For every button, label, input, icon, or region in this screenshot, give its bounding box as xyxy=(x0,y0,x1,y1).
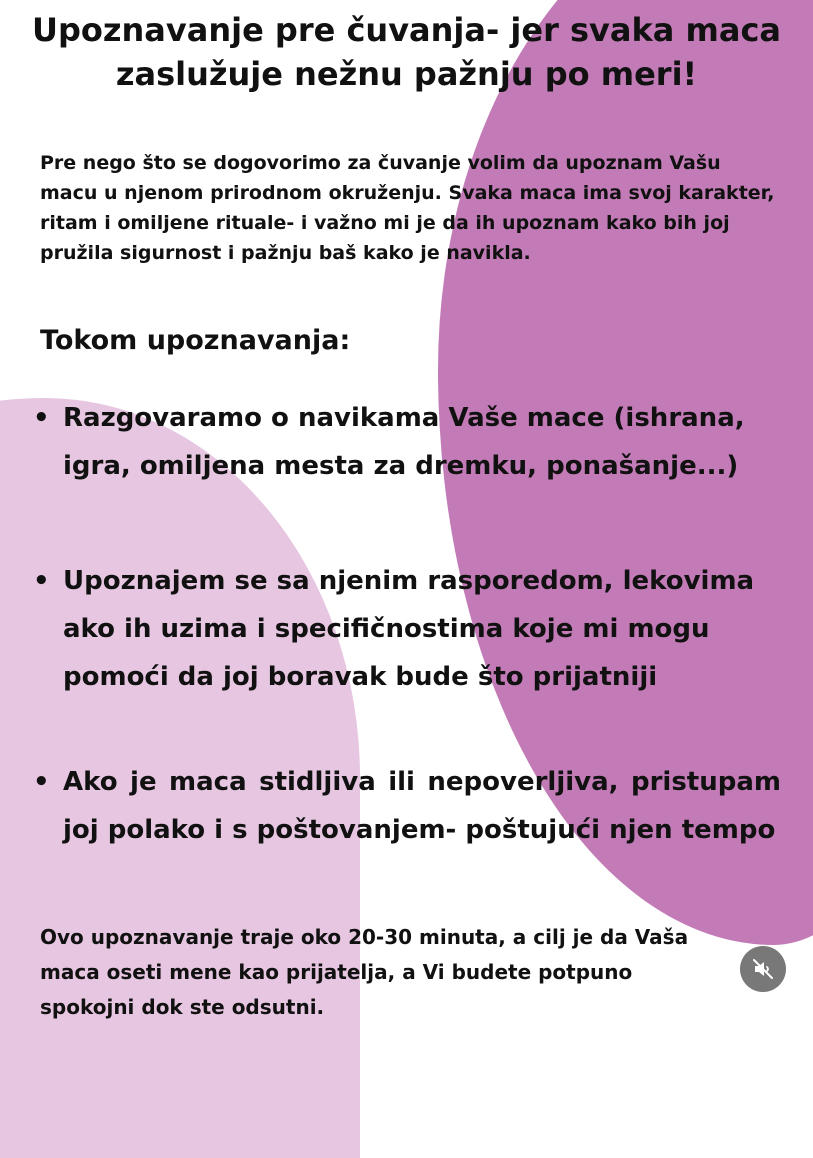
section-title: Tokom upoznavanja: xyxy=(40,325,351,356)
bullet-icon: • xyxy=(33,767,50,797)
mute-button[interactable] xyxy=(740,946,786,992)
closing-paragraph: Ovo upoznavanje traje oko 20-30 minuta, a cilj je da Vaša maca oseti mene kao prijatelja, a Vi budete potpuno spokojni dok ste odsutni. xyxy=(40,925,689,1019)
bullet-text: Razgovaramo o navikama Vaše mace (ishrana, igra, omiljena mesta za dremku, ponašanje...) xyxy=(63,403,745,481)
post-title: Upoznavanje pre čuvanja- jer svaka maca zaslužuje nežnu pažnju po meri! xyxy=(31,11,782,93)
bullet-text: Ako je maca stidljiva ili nepoverljiva, pristupam joj polako i s poštovanjem- poštujući njen tempo xyxy=(63,767,781,845)
bullet-text: Upoznajem se sa njenim rasporedom, lekovima ako ih uzima i specifičnostima koje mi mogu pomoći da joj boravak bude što prijatniji xyxy=(63,566,755,692)
list-item xyxy=(33,758,781,854)
list-item xyxy=(33,394,781,490)
bullet-icon: • xyxy=(33,403,50,433)
list-item xyxy=(33,557,781,701)
bullet-icon: • xyxy=(33,566,50,596)
speaker-muted-icon xyxy=(751,957,775,981)
intro-paragraph: Pre nego što se dogovorimo za čuvanje volim da upoznam Vašu macu u njenom prirodnom okruženju. Svaka maca ima svoj karakter, ritam i omiljene rituale- i važno mi je da ih upoznam kako bih joj pružila sigurnost i pažnju baš kako je navikla. xyxy=(40,152,775,264)
